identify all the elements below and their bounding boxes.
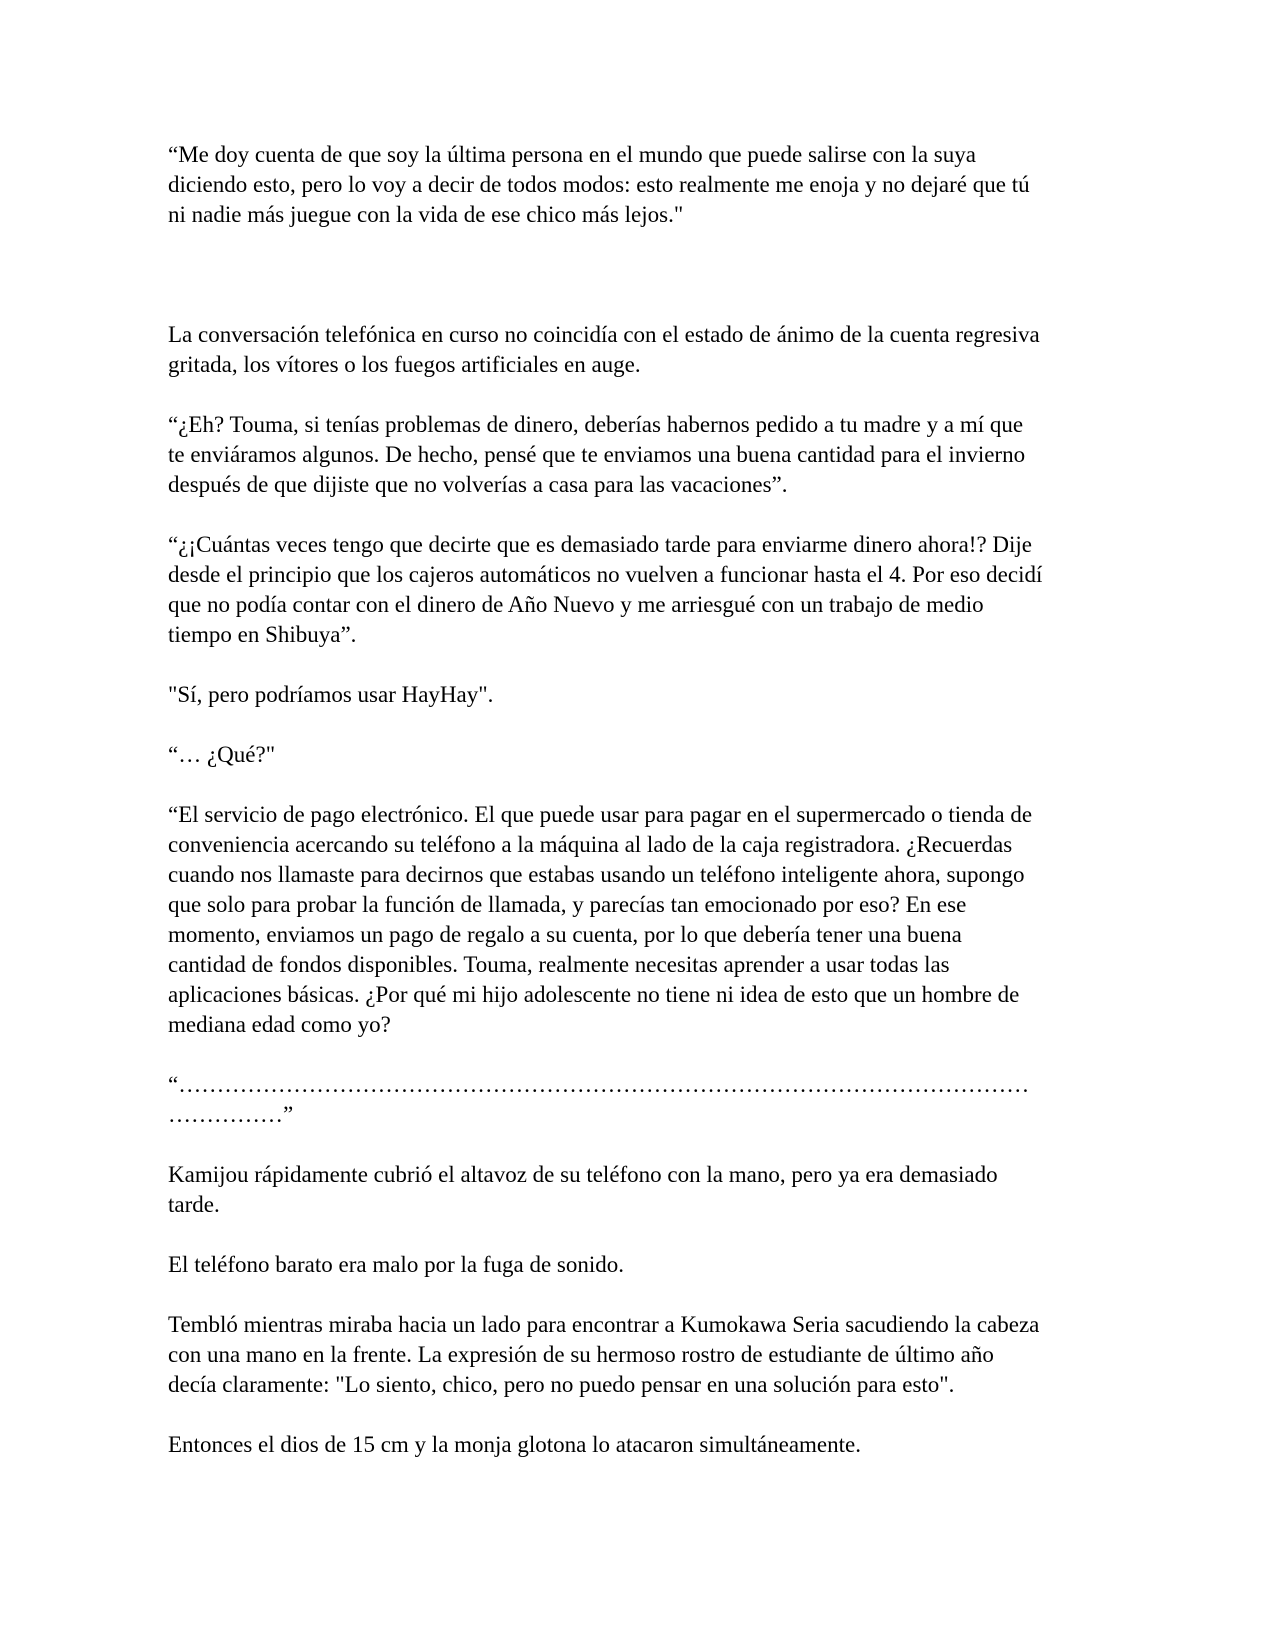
paragraph-narration: Entonces el dios de 15 cm y la monja glotona lo atacaron simultáneamente. [168,1432,861,1457]
paragraph-narration: El teléfono barato era malo por la fuga de sonido. [168,1252,625,1277]
paragraph-narration: Kamijou rápidamente cubrió el altavoz de su teléfono con la mano, pero ya era demasiado tarde. [168,1162,1004,1217]
paragraph-dialogue: "Sí, pero podríamos usar HayHay". [168,682,494,707]
paragraph-dialogue: “… ¿Qué?" [168,742,276,767]
paragraph-silence-ellipsis: “………………………………………………………………………………………………………………” [168,1072,1030,1127]
paragraph-dialogue: “El servicio de pago electrónico. El que puede usar para pagar en el supermercado o tienda de conveniencia acercando su teléfono a la máquina al lado de la caja registradora. ¿Recuerdas cuando nos llamaste para decirnos que estabas usando un teléfono inteligente ahora, supongo que solo para probar la función de llamada, y parecías tan emocionado por eso? En ese momento, enviamos un pago de regalo a su cuenta, por lo que debería tener una buena cantidad de fondos disponibles. Touma, realmente necesitas aprender a usar todas las aplicaciones básicas. ¿Por qué mi hijo adolescente no tiene ni idea de esto que un hombre de mediana edad como yo? [168,802,1038,1037]
paragraph-narration: La conversación telefónica en curso no coincidía con el estado de ánimo de la cuenta regresiva gritada, los vítores o los fuegos artificiales en auge. [168,322,1046,377]
paragraph-narration: Tembló mientras miraba hacia un lado para encontrar a Kumokawa Seria sacudiendo la cabeza con una mano en la frente. La expresión de su hermoso rostro de estudiante de último año decía claramente: "Lo siento, chico, pero no puedo pensar en una solución para esto". [168,1312,1046,1397]
paragraph-dialogue: “¿¡Cuántas veces tengo que decirte que es demasiado tarde para enviarme dinero ahora!? Dije desde el principio que los cajeros automáticos no vuelven a funcionar hasta el 4. Por eso decidí que no podía contar con el dinero de Año Nuevo y me arriesgué con un trabajo de medio tiempo en Shibuya”. [168,532,1049,647]
paragraph-dialogue: “¿Eh? Touma, si tenías problemas de dinero, deberías habernos pedido a tu madre y a mí que te enviáramos algunos. De hecho, pensé que te enviamos una buena cantidad para el invierno después de que dijiste que no volverías a casa para las vacaciones”. [168,412,1031,497]
paragraph-opening-quote: “Me doy cuenta de que soy la última persona en el mundo que puede salirse con la suya diciendo esto, pero lo voy a decir de todos modos: esto realmente me enoja y no dejaré que tú ni nadie más juegue con la vida de ese chico más lejos." [168,142,1036,227]
